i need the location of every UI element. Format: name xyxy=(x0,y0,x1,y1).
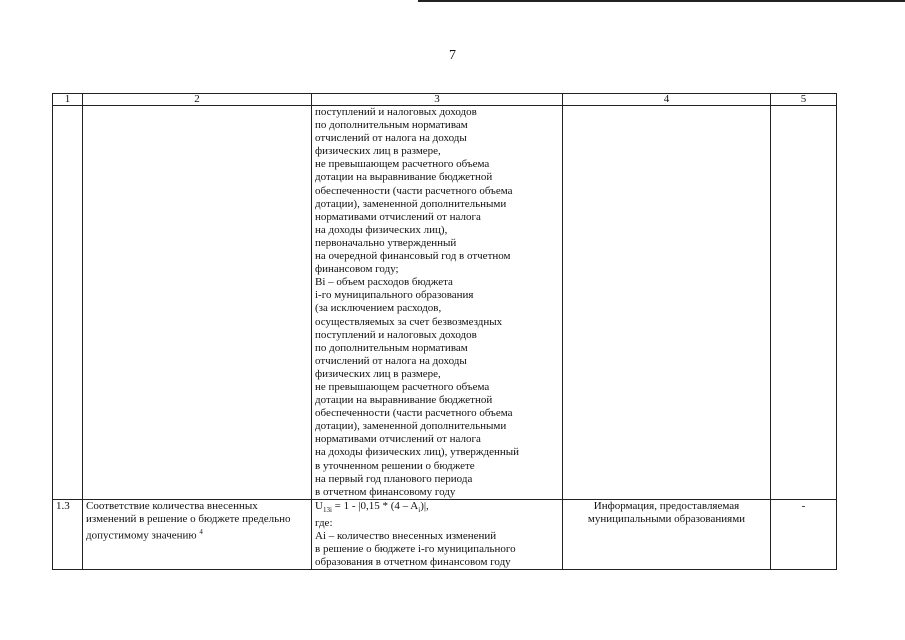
row-1-3-criterion-text: Соответствие количества внесенных изменений в решение о бюджете предельно допустимому значению xyxy=(86,499,291,542)
formula-middle: = 1 - |0,15 * (4 – A xyxy=(331,499,419,512)
row-1-3-source: Информация, предоставляемая муниципальными образованиями xyxy=(563,499,771,570)
row-cont-col-4 xyxy=(563,106,771,500)
formula-subscript-2: i xyxy=(418,506,421,514)
formula-subscript: 13i xyxy=(322,506,332,514)
row-1-3-number: 1.3 xyxy=(53,499,83,570)
row-cont-col-1 xyxy=(53,106,83,500)
row-1-3-criterion xyxy=(83,499,312,570)
formula-end: )|, xyxy=(420,499,429,512)
formula-prefix: U xyxy=(315,499,323,512)
page-number: 7 xyxy=(449,48,456,63)
criteria-table xyxy=(52,93,837,570)
row-1-3-formula-cell xyxy=(312,499,563,570)
row-cont-col-3: поступлений и налоговых доходов по дополнительным нормативам отчислений от налога на доходы физических лиц в размере, не превышающем расчетного объема дотации на выравнивание бюджетной обеспеченности (части расчетного объема дотации), замененной дополнительными нормативами отчислений от налога на доходы физических лиц), первоначально утвержденный на очередной финансовый год в отчетном финансовом году; Bi – объем расходов бюджета i-го муниципального образования (за исключением расходов, осуществляемых за счет безвозмездных поступлений и налоговых доходов по дополнительным нормативам отчислений от налога на доходы физических лиц в размере, не превышающем расчетного объема дотации на выравнивание бюджетной обеспеченности (части расчетного объема дотации), замененной дополнительными нормативами отчислений от налога на доходы физических лиц), утвержденный в уточненном решении о бюджете на первый год планового периода в отчетном финансовому году xyxy=(312,106,563,500)
scan-edge-line xyxy=(418,0,905,2)
footnote-marker: 4 xyxy=(199,528,203,536)
header-col-3: 3 xyxy=(312,94,563,106)
header-col-4: 4 xyxy=(563,94,771,106)
table-header-row xyxy=(53,94,837,106)
header-col-1: 1 xyxy=(53,94,83,106)
header-col-5: 5 xyxy=(771,94,837,106)
formula-explanation: Ai – количество внесенных изменений в решение о бюджете i-го муниципального образования в отчетном финансовом году xyxy=(315,530,516,569)
header-col-2: 2 xyxy=(83,94,312,106)
row-cont-col-5 xyxy=(771,106,837,500)
formula-where: где: xyxy=(315,517,333,530)
row-1-3-col-5: - xyxy=(771,499,837,570)
row-cont-col-2 xyxy=(83,106,312,500)
table-row-1-3 xyxy=(53,499,837,570)
table-row-continuation xyxy=(53,106,837,500)
formula-line xyxy=(315,500,559,517)
